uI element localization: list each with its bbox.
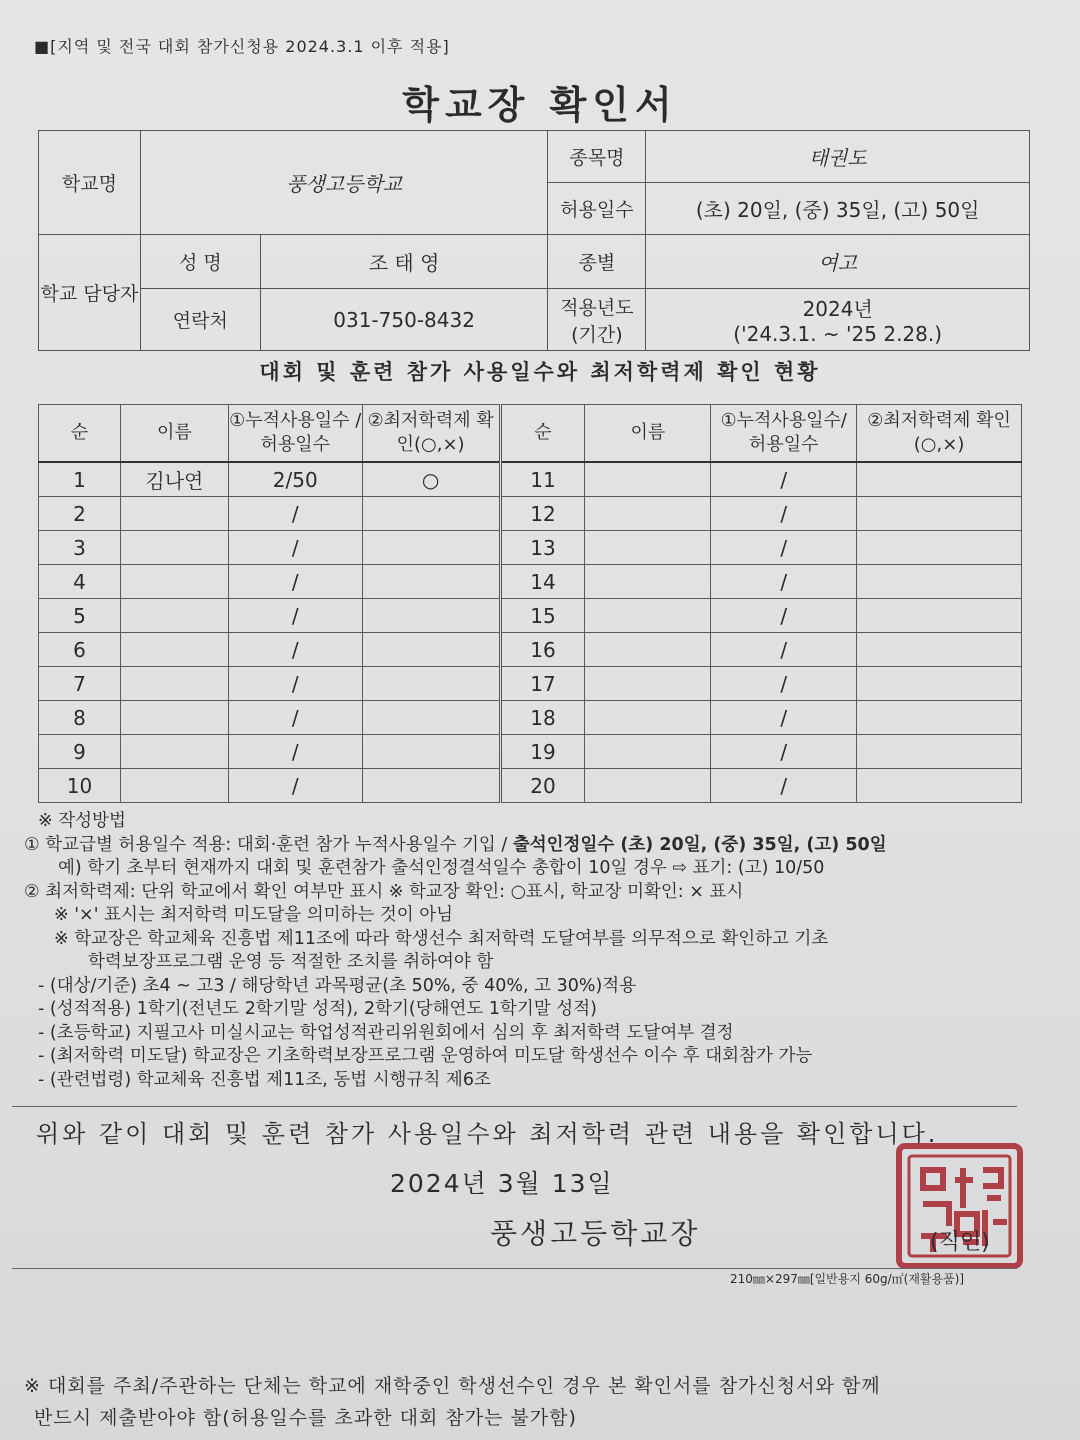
academic-check	[362, 497, 500, 531]
used-days: 2/50	[228, 462, 362, 497]
staff-name-label: 성 명	[140, 235, 260, 289]
academic-check	[362, 633, 500, 667]
detail-3: - (초등학교) 지필고사 미실시교는 학업성적관리위원회에서 심의 후 최저학력 도달여부 결정	[38, 1022, 734, 1043]
row-number-right: 14	[500, 565, 585, 599]
student-name-right	[585, 769, 711, 803]
row-number-right: 15	[500, 599, 585, 633]
academic-check-right	[857, 462, 1022, 497]
detail-5: - (관련법령) 학교체육 진흥법 제11조, 동법 시행규칙 제6조	[38, 1069, 491, 1090]
student-name	[120, 565, 228, 599]
contact-label: 연락처	[140, 289, 260, 351]
contact-value: 031-750-8432	[260, 289, 548, 351]
detail-4: - (최저학력 미도달) 학교장은 기초학력보장프로그램 운영하여 미도달 학생선수 이수 후 대회참가 가능	[38, 1046, 813, 1066]
used-days: /	[228, 769, 362, 803]
participation-table	[38, 404, 1022, 803]
used-days: /	[228, 633, 362, 667]
row-number-right: 11	[500, 462, 585, 497]
header-name-right: 이름	[585, 405, 711, 463]
row-number: 7	[39, 667, 121, 701]
row-number: 3	[39, 531, 121, 565]
student-name	[120, 735, 228, 769]
used-days: /	[228, 667, 362, 701]
academic-check-right	[857, 633, 1022, 667]
note-2: ② 최저학력제: 단위 학교에서 확인 여부만 표시 ※ 학교장 확인: ○표시, 학교장 미확인: × 표시	[24, 881, 744, 902]
allowed-days-label: 허용일수	[548, 183, 646, 235]
academic-check	[362, 565, 500, 599]
submission-note-line-1: ※ 대회를 주최/주관하는 단체는 학교에 재학중인 학생선수인 경우 본 확인서를 참가신청서와 함께	[24, 1375, 881, 1397]
table-row	[39, 701, 1022, 735]
note-1-example: 예) 학기 초부터 현재까지 대회 및 훈련참가 출석인정결석일수 총합이 10일 경우 ⇨ 표기: (고) 10/50	[58, 858, 825, 878]
student-name-right	[585, 735, 711, 769]
used-days-right: /	[711, 462, 857, 497]
staff-label: 학교 담당자	[39, 235, 141, 351]
student-name-right	[585, 599, 711, 633]
student-name	[120, 497, 228, 531]
row-number-right: 16	[500, 633, 585, 667]
divider-bottom	[12, 1268, 1017, 1269]
period-value: ('24.3.1. ~ '25 2.28.)	[733, 322, 943, 346]
row-number: 10	[39, 769, 121, 803]
student-name	[120, 599, 228, 633]
document-title: 학교장 확인서	[402, 83, 678, 127]
table-row	[39, 769, 1022, 803]
used-days-right: /	[711, 769, 857, 803]
academic-check	[362, 667, 500, 701]
event-value: 태권도	[646, 131, 1030, 183]
used-days-right: /	[711, 599, 857, 633]
submission-note-line-2: 반드시 제출받아야 함(허용일수를 초과한 대회 참가는 불가함)	[34, 1407, 577, 1429]
student-name-right	[585, 565, 711, 599]
academic-check-right	[857, 565, 1022, 599]
academic-check-right	[857, 735, 1022, 769]
academic-check-right	[857, 667, 1022, 701]
academic-check	[362, 599, 500, 633]
note-1-bold: 출석인정일수 (초) 20일, (중) 35일, (고) 50일	[512, 834, 887, 855]
academic-check-right	[857, 531, 1022, 565]
allowed-days-value: (초) 20일, (중) 35일, (고) 50일	[646, 183, 1030, 235]
row-number: 2	[39, 497, 121, 531]
instructions-heading: ※ 작성방법	[38, 811, 126, 831]
academic-check	[362, 701, 500, 735]
header-days: ①누적사용일수 /허용일수	[228, 405, 362, 463]
student-name-right	[585, 497, 711, 531]
academic-check	[362, 735, 500, 769]
student-name	[120, 701, 228, 735]
school-name-label: 학교명	[39, 131, 141, 235]
used-days-right: /	[711, 497, 857, 531]
school-info-table	[38, 130, 1030, 351]
student-name-right	[585, 701, 711, 735]
row-number-right: 12	[500, 497, 585, 531]
header-name: 이름	[120, 405, 228, 463]
divider-top	[12, 1106, 1017, 1107]
staff-name-value: 조 태 영	[260, 235, 548, 289]
event-label: 종목명	[548, 131, 646, 183]
student-name: 김나연	[120, 462, 228, 497]
issue-date: 2024년 3월 13일	[390, 1169, 614, 1198]
student-name	[120, 667, 228, 701]
header-academic-right: ②최저학력제 확인(○,×)	[857, 405, 1022, 463]
used-days: /	[228, 565, 362, 599]
used-days: /	[228, 701, 362, 735]
used-days-right: /	[711, 633, 857, 667]
detail-1: - (대상/기준) 초4 ~ 고3 / 해당학년 과목평균(초 50%, 중 40%, 고 30%)적용	[38, 975, 637, 996]
academic-check-right	[857, 599, 1022, 633]
header-academic: ②최저학력제 확인(○,×)	[362, 405, 500, 463]
category-value: 여고	[646, 235, 1030, 289]
header-no: 순	[39, 405, 121, 463]
academic-check	[362, 531, 500, 565]
table-row	[39, 667, 1022, 701]
table-row	[39, 462, 1022, 497]
year-value: 2024년	[802, 297, 873, 321]
used-days-right: /	[711, 565, 857, 599]
year-cell	[646, 289, 1030, 351]
row-number-right: 19	[500, 735, 585, 769]
note-4: ※ 학교장은 학교체육 진흥법 제11조에 따라 학생선수 최저학력 도달여부를 의무적으로 확인하고 기초	[54, 928, 829, 949]
participation-rows	[39, 462, 1022, 803]
seal-label: (직인)	[930, 1230, 990, 1255]
student-name-right	[585, 667, 711, 701]
used-days-right: /	[711, 531, 857, 565]
table-row	[39, 497, 1022, 531]
paper-spec: 210㎜×297㎜[일반용지 60g/㎡(재활용품)]	[730, 1272, 965, 1286]
row-number-right: 18	[500, 701, 585, 735]
table-row	[39, 599, 1022, 633]
header-no-right: 순	[500, 405, 585, 463]
used-days: /	[228, 735, 362, 769]
row-number: 4	[39, 565, 121, 599]
academic-check-right	[857, 769, 1022, 803]
year-label: 적용년도 (기간)	[548, 289, 646, 351]
table-row	[39, 565, 1022, 599]
row-number: 9	[39, 735, 121, 769]
header-days-right: ①누적사용일수/ 허용일수	[711, 405, 857, 463]
signer-name: 풍생고등학교장	[490, 1217, 701, 1250]
student-name-right	[585, 462, 711, 497]
row-number: 1	[39, 462, 121, 497]
note-1	[24, 834, 1034, 858]
academic-check: ○	[362, 462, 500, 497]
row-number: 5	[39, 599, 121, 633]
academic-check-right	[857, 497, 1022, 531]
school-name-value: 풍생고등학교	[140, 131, 548, 235]
instructions	[24, 810, 1034, 1092]
academic-check-right	[857, 701, 1022, 735]
note-3: ※ '×' 표시는 최저학력 미도달을 의미하는 것이 아님	[54, 905, 454, 925]
row-number-right: 17	[500, 667, 585, 701]
student-name	[120, 531, 228, 565]
note-1-text: ① 학교급별 허용일수 적용: 대회·훈련 참가 누적사용일수 기입 /	[24, 834, 508, 855]
used-days-right: /	[711, 667, 857, 701]
status-title: 대회 및 훈련 참가 사용일수와 최저학력제 확인 현황	[259, 360, 821, 384]
submission-note	[24, 1370, 1044, 1434]
student-name-right	[585, 633, 711, 667]
student-name	[120, 769, 228, 803]
note-4-cont: 학력보장프로그램 운영 등 적절한 조치를 취하여야 함	[88, 952, 494, 972]
table-row	[39, 531, 1022, 565]
row-number: 6	[39, 633, 121, 667]
row-number-right: 20	[500, 769, 585, 803]
used-days-right: /	[711, 735, 857, 769]
used-days-right: /	[711, 701, 857, 735]
row-number: 8	[39, 701, 121, 735]
used-days: /	[228, 531, 362, 565]
category-label: 종별	[548, 235, 646, 289]
table-row	[39, 735, 1022, 769]
student-name-right	[585, 531, 711, 565]
row-number-right: 13	[500, 531, 585, 565]
used-days: /	[228, 497, 362, 531]
student-name	[120, 633, 228, 667]
detail-2: - (성적적용) 1학기(전년도 2학기말 성적), 2학기(당해연도 1학기말 성적)	[38, 999, 597, 1019]
table-row	[39, 633, 1022, 667]
used-days: /	[228, 599, 362, 633]
header-note: ■[지역 및 전국 대회 참가신청용 2024.3.1 이후 적용]	[34, 37, 450, 56]
academic-check	[362, 769, 500, 803]
confirmation-text: 위와 같이 대회 및 훈련 참가 사용일수와 최저학력 관련 내용을 확인합니다.	[36, 1120, 939, 1148]
